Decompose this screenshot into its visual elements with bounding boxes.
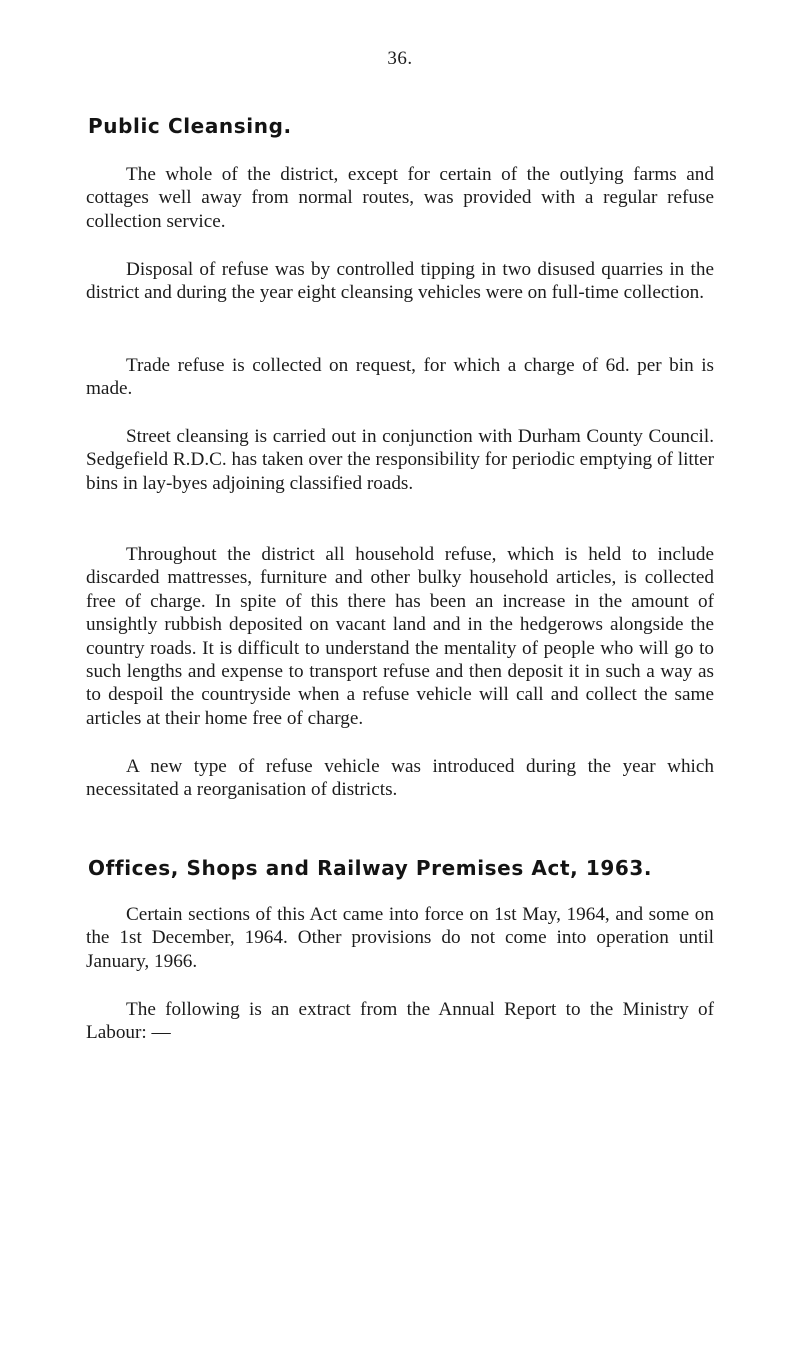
section-heading-offices-shops-act: Offices, Shops and Railway Premises Act, 1963. [88, 856, 653, 880]
paragraph: A new type of refuse vehicle was introduced during the year which necessitated a reorganisation of districts. [86, 756, 714, 801]
paragraph: Certain sections of this Act came into force on 1st May, 1964, and some on the 1st December, 1964. Other provisions do not come into operation until January, 1966. [86, 904, 714, 972]
paragraph: Street cleansing is carried out in conjunction with Durham County Council. Sedgefield R.D.C. has taken over the responsibility for periodic emptying of litter bins in lay-byes adjoining classified roads. [86, 426, 714, 494]
paragraph: Throughout the district all household refuse, which is held to include discarded mattresses, furniture and other bulky household articles, is collected free of charge. In spite of this there has been an increase in the amount of unsightly rubbish deposited on vacant land and in the hedgerows alongside the country roads. It is difficult to understand the mentality of people who will go to such lengths and expense to transport refuse and then deposit it in such a way as to despoil the countryside when a refuse vehicle will call and collect the same articles at their home free of charge. [86, 544, 714, 729]
paragraph: Trade refuse is collected on request, for which a charge of 6d. per bin is made. [86, 355, 714, 400]
paragraph: The following is an extract from the Annual Report to the Ministry of Labour: — [86, 999, 714, 1044]
section-heading-public-cleansing: Public Cleansing. [88, 114, 292, 138]
paragraph: Disposal of refuse was by controlled tipping in two disused quarries in the district and during the year eight cleansing vehicles were on full-time collection. [86, 259, 714, 304]
page-number: 36. [387, 48, 413, 69]
paragraph: The whole of the district, except for certain of the outlying farms and cottages well away from normal routes, was provided with a regular refuse collection service. [86, 164, 714, 232]
